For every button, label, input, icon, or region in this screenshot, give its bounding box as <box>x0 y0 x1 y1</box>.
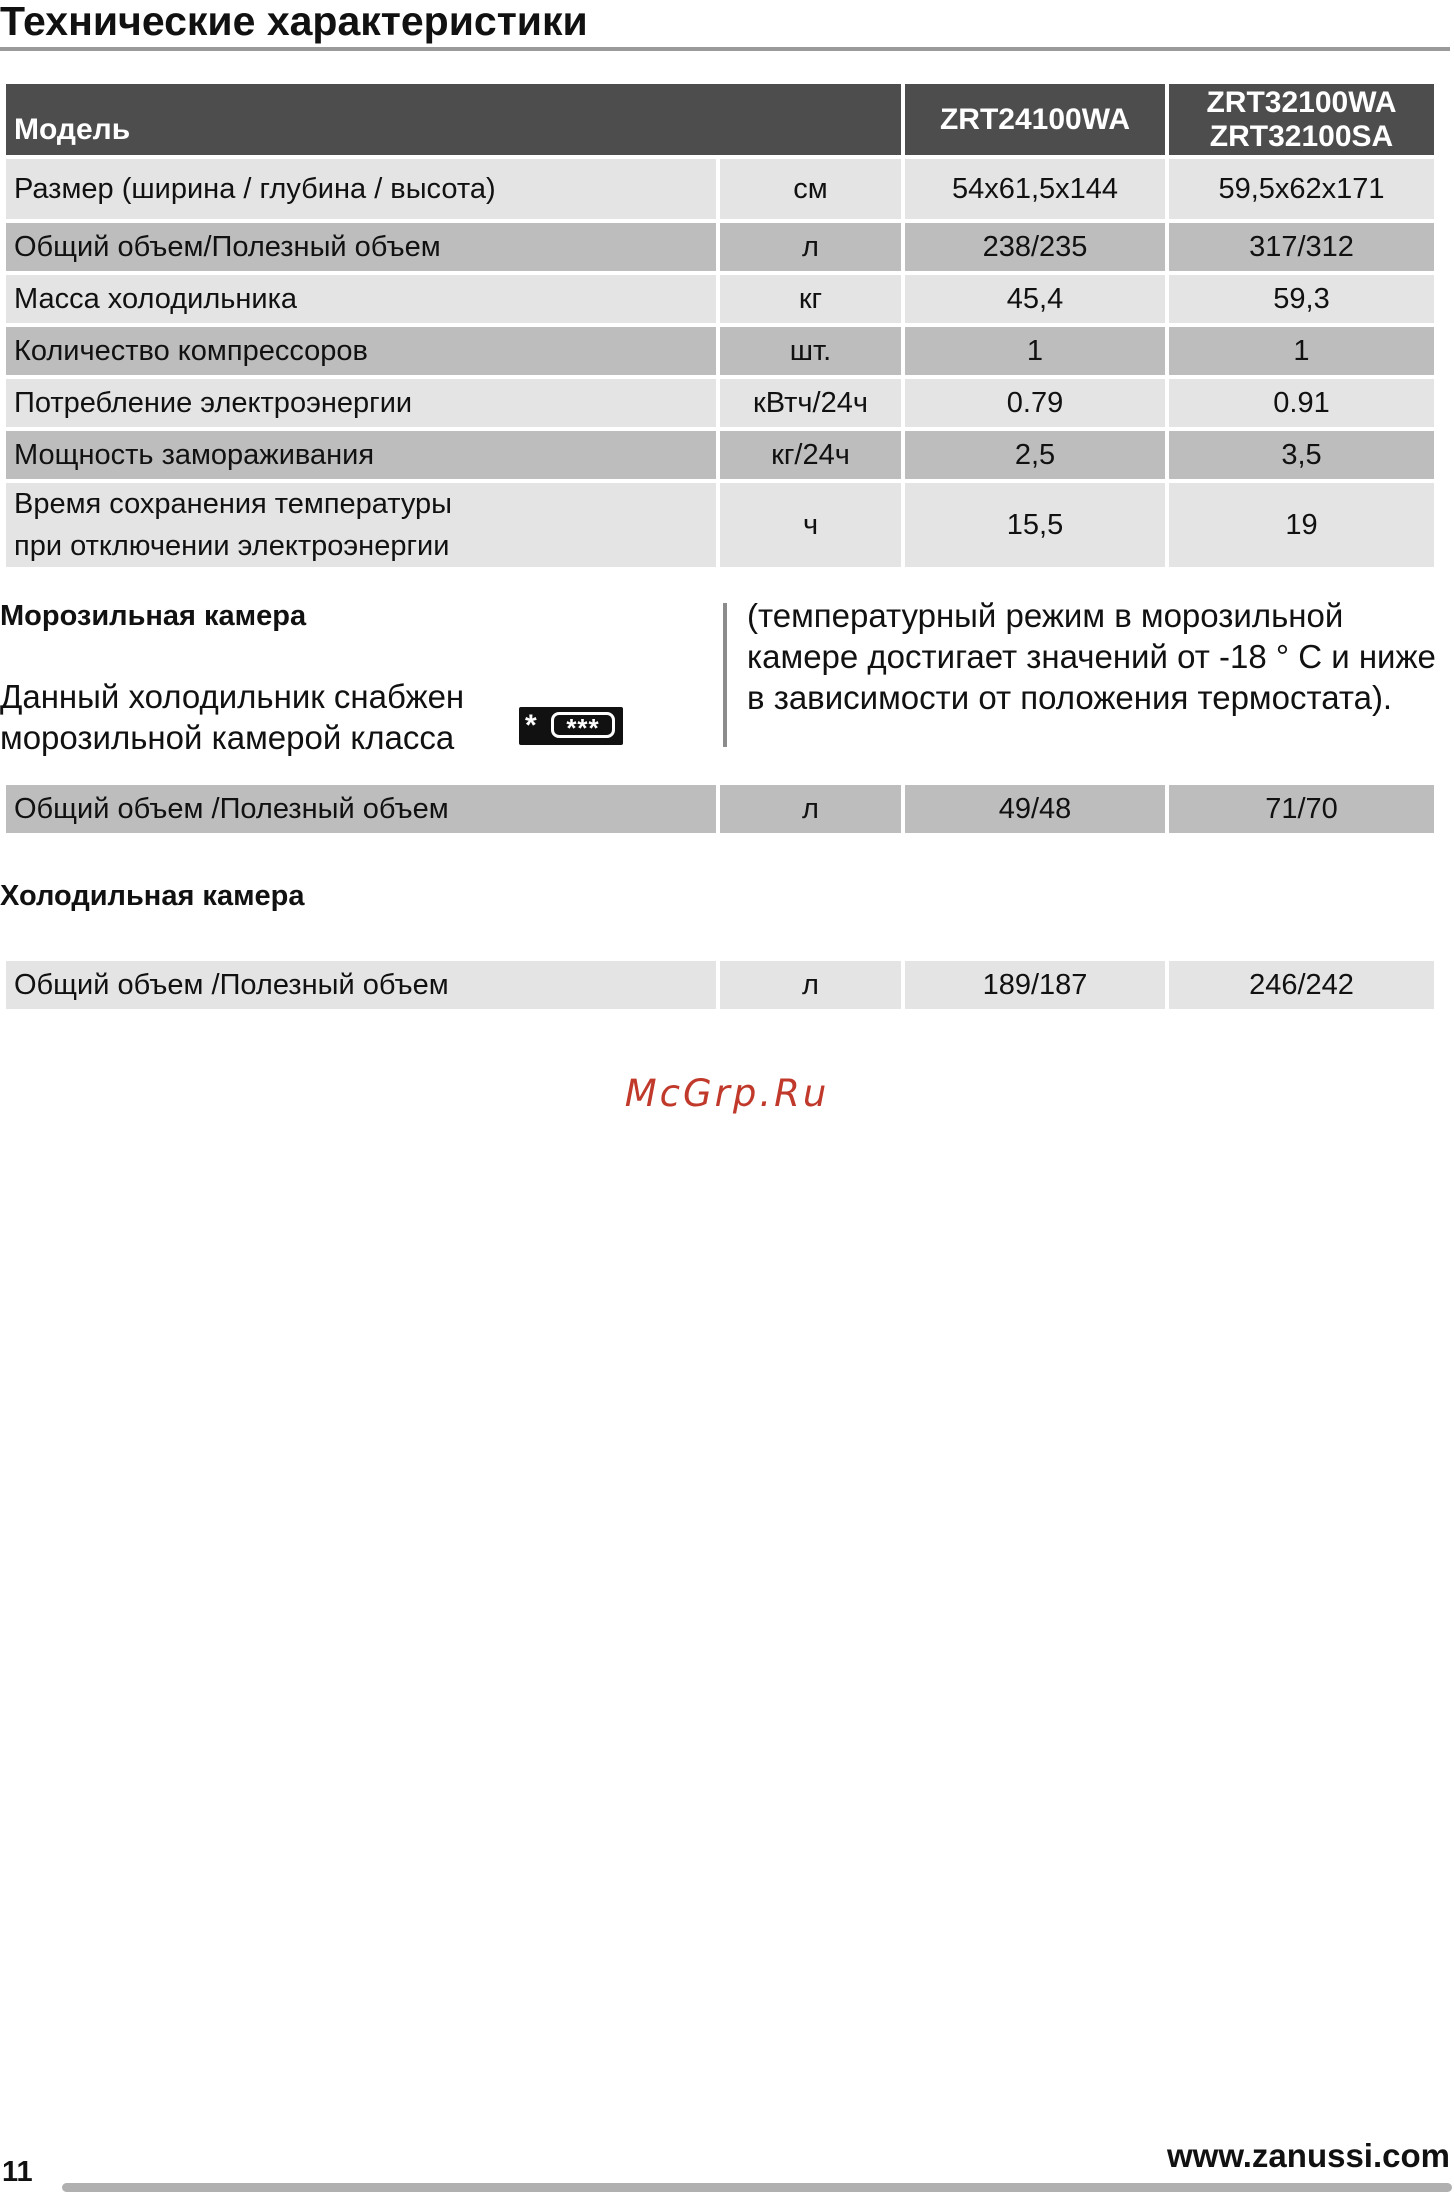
table-row <box>6 431 1434 479</box>
row-value-model-1: 54x61,5x144 <box>905 159 1165 219</box>
row-unit: л <box>720 785 901 833</box>
table-row <box>6 379 1434 427</box>
table-row <box>6 159 1434 219</box>
row-label-line-2: при отключении электроэнергии <box>14 530 450 562</box>
table-row <box>6 275 1434 323</box>
row-label: Общий объем /Полезный объем <box>6 785 716 833</box>
row-value-model-2: 59,5x62x171 <box>1169 159 1434 219</box>
freezer-volume-table <box>2 781 1438 837</box>
row-label-line-1: Время сохранения температуры <box>14 488 453 520</box>
footer-url[interactable]: www.zanussi.com <box>1166 2137 1450 2174</box>
row-value-model-2: 0.91 <box>1169 379 1434 427</box>
row-unit: ч <box>720 483 901 567</box>
row-label: Масса холодильника <box>6 275 716 323</box>
row-label: Потребление электроэнергии <box>6 379 716 427</box>
star-small: *** <box>551 712 615 738</box>
row-unit: кг <box>720 275 901 323</box>
table-row <box>6 785 1434 833</box>
row-unit: л <box>720 223 901 271</box>
page-title: Технические характеристики <box>0 0 588 44</box>
star-big: * <box>525 709 537 742</box>
row-unit: см <box>720 159 901 219</box>
model-2-header <box>1169 84 1434 155</box>
row-value-model-1: 0.79 <box>905 379 1165 427</box>
row-value-model-1: 45,4 <box>905 275 1165 323</box>
title-underline <box>0 47 1450 51</box>
table-row <box>6 483 1434 567</box>
row-label: Количество компрессоров <box>6 327 716 375</box>
row-value-model-2: 1 <box>1169 327 1434 375</box>
row-unit: кВтч/24ч <box>720 379 901 427</box>
row-label: Мощность замораживания <box>6 431 716 479</box>
freezer-class-text: Данный холодильник снабжен морозильной камерой класса <box>0 678 465 756</box>
row-label <box>6 483 716 567</box>
row-value-model-2: 317/312 <box>1169 223 1434 271</box>
row-value-model-2: 19 <box>1169 483 1434 567</box>
row-value-model-1: 15,5 <box>905 483 1165 567</box>
row-label: Общий объем/Полезный объем <box>6 223 716 271</box>
row-unit: л <box>720 961 901 1009</box>
row-value-model-1: 189/187 <box>905 961 1165 1009</box>
row-value-model-2: 59,3 <box>1169 275 1434 323</box>
page-number: 11 <box>2 2156 33 2188</box>
row-value-model-2: 71/70 <box>1169 785 1434 833</box>
model-2-name-b: ZRT32100SA <box>1209 119 1394 153</box>
freezer-temperature-note: (температурный режим в морозильной камере достигает значений от -18 ° C и ниже в зависимости от положения термостата). <box>747 597 1436 716</box>
vertical-divider <box>723 603 727 747</box>
freezer-heading: Морозильная камера <box>0 600 307 632</box>
model-2-name-a: ZRT32100WA <box>1206 85 1397 119</box>
footer-bar <box>62 2183 1452 2192</box>
table-header-row <box>6 84 1434 155</box>
row-label: Размер (ширина / глубина / высота) <box>6 159 716 219</box>
row-value-model-2: 246/242 <box>1169 961 1434 1009</box>
row-unit: кг/24ч <box>720 431 901 479</box>
table-row <box>6 327 1434 375</box>
row-value-model-2: 3,5 <box>1169 431 1434 479</box>
freezer-star-rating-icon <box>519 707 623 745</box>
watermark: McGrp.Ru <box>624 1072 830 1115</box>
model-1-header: ZRT24100WA <box>905 84 1165 155</box>
fridge-heading: Холодильная камера <box>0 880 305 912</box>
row-label: Общий объем /Полезный объем <box>6 961 716 1009</box>
row-value-model-1: 238/235 <box>905 223 1165 271</box>
row-value-model-1: 2,5 <box>905 431 1165 479</box>
row-value-model-1: 49/48 <box>905 785 1165 833</box>
spec-table <box>2 80 1438 571</box>
table-row <box>6 223 1434 271</box>
model-header: Модель <box>6 84 901 155</box>
table-row <box>6 961 1434 1009</box>
fridge-volume-table <box>2 957 1438 1013</box>
row-value-model-1: 1 <box>905 327 1165 375</box>
row-unit: шт. <box>720 327 901 375</box>
